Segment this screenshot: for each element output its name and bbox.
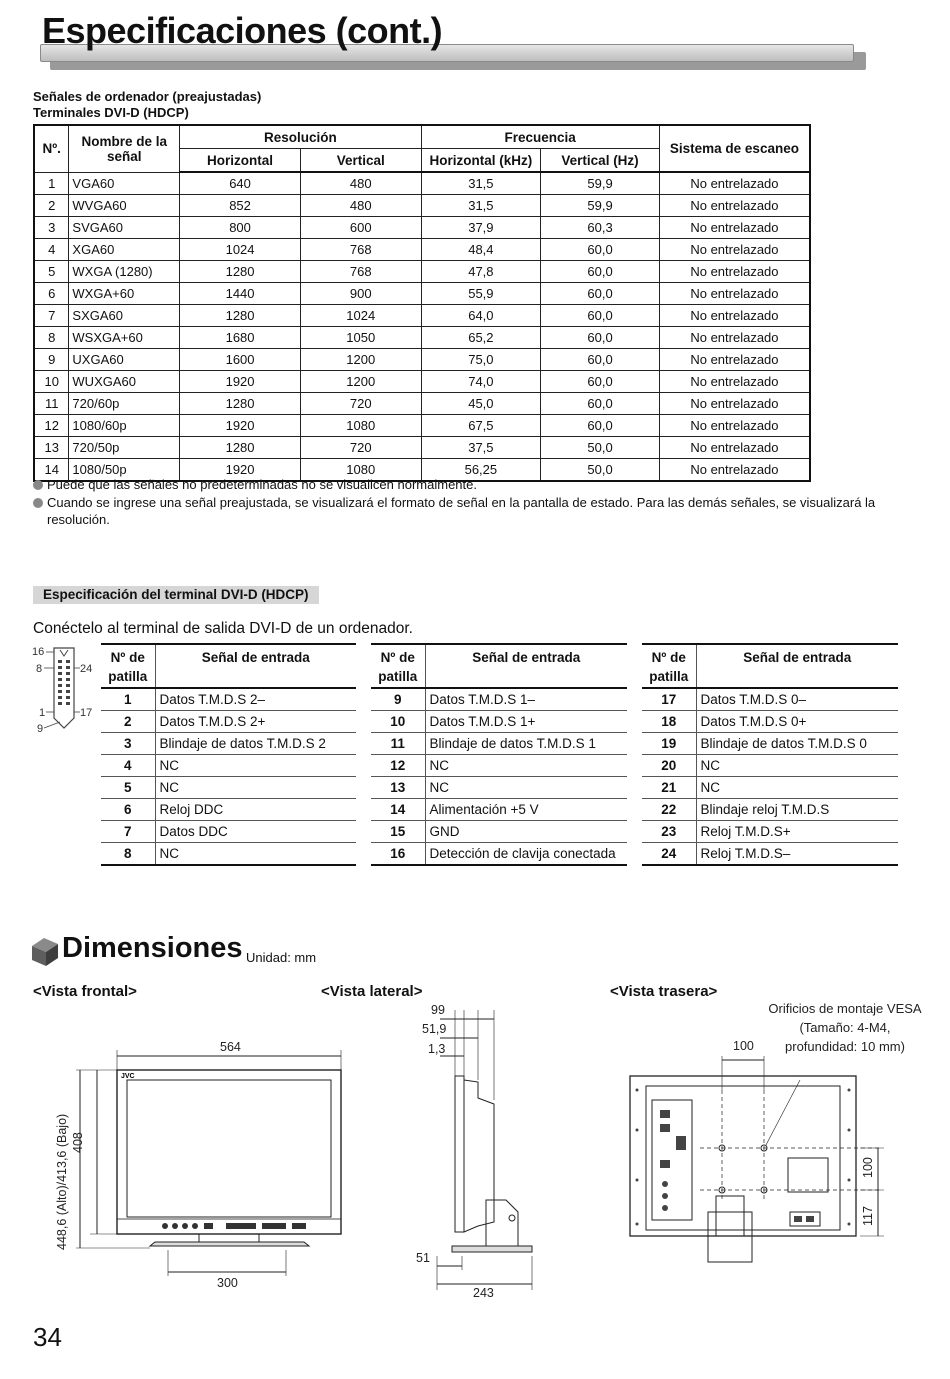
- rear-vesa-h-dim: 100: [733, 1039, 754, 1053]
- table-row: [34, 283, 810, 305]
- table-cell: 12: [34, 415, 69, 437]
- table-cell: 1280: [180, 305, 301, 327]
- table-row: [34, 327, 810, 349]
- table-cell: 31,5: [421, 172, 541, 195]
- table-cell: 7: [34, 305, 69, 327]
- pin-number: 6: [101, 799, 155, 821]
- pin-signal: Datos DDC: [155, 821, 356, 843]
- table-cell: 720/60p: [69, 393, 180, 415]
- col-header-res-h: Horizontal: [180, 149, 301, 173]
- col-header-no: Nº.: [34, 125, 69, 172]
- signals-subtitle: Señales de ordenador (preajustadas): [33, 89, 262, 104]
- front-view-label: <Vista frontal>: [33, 983, 137, 1000]
- col-header-freq-v: Vertical (Hz): [541, 149, 660, 173]
- pin-number: 22: [642, 799, 696, 821]
- signal-header: Señal de entrada: [155, 644, 356, 688]
- pin-number: 13: [371, 777, 425, 799]
- table-cell: 60,0: [541, 371, 660, 393]
- pin-header: Nº de patilla: [371, 644, 425, 688]
- table-row: [34, 239, 810, 261]
- pin-row: [371, 821, 627, 843]
- table-cell: 48,4: [421, 239, 541, 261]
- pin-signal: Blindaje de datos T.M.D.S 2: [155, 733, 356, 755]
- table-cell: 75,0: [421, 349, 541, 371]
- table-cell: 31,5: [421, 195, 541, 217]
- table-cell: 1440: [180, 283, 301, 305]
- connector-label-9: 9: [37, 723, 44, 735]
- col-header-resolution: Resolución: [180, 125, 421, 149]
- table-cell: WUXGA60: [69, 371, 180, 393]
- table-cell: 55,9: [421, 283, 541, 305]
- table-cell: 50,0: [541, 437, 660, 459]
- pin-row: [101, 755, 356, 777]
- pin-signal: Datos T.M.D.S 2–: [155, 688, 356, 711]
- rear-vesa-v-dim: 100: [861, 1157, 875, 1178]
- table-cell: 1680: [180, 327, 301, 349]
- table-cell: 4: [34, 239, 69, 261]
- table-cell: 1600: [180, 349, 301, 371]
- table-cell: 2: [34, 195, 69, 217]
- table-cell: No entrelazado: [659, 305, 810, 327]
- pin-number: 21: [642, 777, 696, 799]
- pin-row: [642, 821, 898, 843]
- pin-table-3: [642, 643, 898, 866]
- table-cell: No entrelazado: [659, 239, 810, 261]
- front-width-dim: 564: [220, 1040, 241, 1054]
- table-cell: 74,0: [421, 371, 541, 393]
- table-cell: 14: [34, 459, 69, 482]
- table-cell: No entrelazado: [659, 195, 810, 217]
- table-cell: 10: [34, 371, 69, 393]
- table-cell: WVGA60: [69, 195, 180, 217]
- side-dim-99: 99: [431, 1003, 445, 1017]
- table-cell: 56,25: [421, 459, 541, 482]
- table-cell: No entrelazado: [659, 172, 810, 195]
- page-number: 34: [33, 1322, 62, 1352]
- table-cell: 1080: [300, 415, 421, 437]
- table-cell: 13: [34, 437, 69, 459]
- pin-row: [371, 843, 627, 866]
- table-cell: WSXGA+60: [69, 327, 180, 349]
- table-cell: 60,0: [541, 261, 660, 283]
- pin-row: [642, 711, 898, 733]
- pin-header: Nº de patilla: [101, 644, 155, 688]
- signal-header: Señal de entrada: [425, 644, 627, 688]
- table-cell: 3: [34, 217, 69, 239]
- col-header-freq-h: Horizontal (kHz): [421, 149, 541, 173]
- table-cell: 37,9: [421, 217, 541, 239]
- pin-number: 9: [371, 688, 425, 711]
- table-cell: 60,0: [541, 305, 660, 327]
- note-2: Cuando se ingrese una señal preajustada, se visualizará el formato de señal en la pantalla de estado. Para las demás señales, se visualizará la resolución.: [33, 494, 893, 528]
- pin-number: 10: [371, 711, 425, 733]
- table-cell: 9: [34, 349, 69, 371]
- pin-table-2: [371, 643, 627, 866]
- brand-logo: JVC: [121, 1073, 135, 1080]
- pin-row: [101, 688, 356, 711]
- pin-number: 4: [101, 755, 155, 777]
- pin-number: 1: [101, 688, 155, 711]
- table-cell: 67,5: [421, 415, 541, 437]
- connector-pins: [58, 660, 70, 705]
- table-cell: 768: [300, 239, 421, 261]
- page-title: Especificaciones (cont.): [42, 10, 443, 51]
- table-cell: 1080: [300, 459, 421, 482]
- pin-signal: NC: [696, 755, 898, 777]
- pin-signal: Datos T.M.D.S 0+: [696, 711, 898, 733]
- pin-row: [101, 843, 356, 866]
- pin-signal: Alimentación +5 V: [425, 799, 627, 821]
- front-stand-dim: 300: [217, 1276, 238, 1290]
- table-cell: 1920: [180, 459, 301, 482]
- table-row: [34, 172, 810, 195]
- pin-signal: Datos T.M.D.S 2+: [155, 711, 356, 733]
- pin-signal: Reloj DDC: [155, 799, 356, 821]
- pin-number: 5: [101, 777, 155, 799]
- table-cell: 1280: [180, 393, 301, 415]
- table-cell: 60,0: [541, 349, 660, 371]
- pin-signal: Blindaje de datos T.M.D.S 1: [425, 733, 627, 755]
- table-cell: XGA60: [69, 239, 180, 261]
- table-cell: No entrelazado: [659, 261, 810, 283]
- rear-view-label: <Vista trasera>: [610, 983, 718, 1000]
- rear-bottom-dim: 117: [861, 1206, 875, 1226]
- pin-number: 19: [642, 733, 696, 755]
- table-cell: 1200: [300, 371, 421, 393]
- table-row: [34, 349, 810, 371]
- dimensions-title: Dimensiones: [62, 932, 243, 964]
- pin-signal: Reloj T.M.D.S+: [696, 821, 898, 843]
- pin-row: [642, 799, 898, 821]
- table-cell: 60,0: [541, 239, 660, 261]
- bullet-icon: [33, 480, 43, 490]
- connector-outline: [54, 648, 74, 728]
- table-cell: WXGA (1280): [69, 261, 180, 283]
- pin-number: 2: [101, 711, 155, 733]
- pin-signal: Datos T.M.D.S 0–: [696, 688, 898, 711]
- pin-row: [371, 755, 627, 777]
- table-cell: 37,5: [421, 437, 541, 459]
- table-cell: 640: [180, 172, 301, 195]
- pin-signal: NC: [155, 843, 356, 866]
- pin-row: [101, 733, 356, 755]
- note-1: Puede que las señales no predeterminadas no se visualicen normalmente.: [33, 476, 893, 493]
- table-cell: 720: [300, 393, 421, 415]
- table-cell: No entrelazado: [659, 393, 810, 415]
- table-cell: 1080/50p: [69, 459, 180, 482]
- side-dim-51-9: 51,9: [422, 1022, 447, 1036]
- pin-signal: Reloj T.M.D.S–: [696, 843, 898, 866]
- pin-number: 15: [371, 821, 425, 843]
- table-cell: 1200: [300, 349, 421, 371]
- pin-row: [642, 755, 898, 777]
- dvi-connect-text: Conéctelo al terminal de salida DVI-D de un ordenador.: [33, 620, 413, 637]
- table-cell: 1050: [300, 327, 421, 349]
- bullet-icon: [33, 498, 43, 508]
- pin-number: 3: [101, 733, 155, 755]
- pin-signal: GND: [425, 821, 627, 843]
- pin-signal: NC: [155, 777, 356, 799]
- table-row: [34, 393, 810, 415]
- table-cell: 1024: [180, 239, 301, 261]
- connector-label-17: 17: [80, 707, 93, 719]
- pin-number: 18: [642, 711, 696, 733]
- table-cell: UXGA60: [69, 349, 180, 371]
- table-cell: 60,0: [541, 415, 660, 437]
- table-cell: 480: [300, 172, 421, 195]
- connector-label-1: 1: [39, 707, 46, 719]
- pin-number: 17: [642, 688, 696, 711]
- table-cell: 900: [300, 283, 421, 305]
- table-cell: 50,0: [541, 459, 660, 482]
- pin-row: [642, 777, 898, 799]
- table-cell: WXGA+60: [69, 283, 180, 305]
- table-cell: 60,3: [541, 217, 660, 239]
- connector-label-8: 8: [36, 663, 43, 675]
- table-row: [34, 195, 810, 217]
- side-dim-51: 51: [416, 1251, 430, 1265]
- front-total-height-dim: 448,6 (Alto)/413,6 (Bajo): [55, 1113, 69, 1250]
- side-dim-1-3: 1,3: [428, 1042, 446, 1056]
- table-row: [34, 261, 810, 283]
- table-cell: 64,0: [421, 305, 541, 327]
- pin-signal: NC: [155, 755, 356, 777]
- col-header-name: Nombre de la señal: [69, 125, 180, 172]
- table-cell: No entrelazado: [659, 283, 810, 305]
- table-cell: 768: [300, 261, 421, 283]
- table-cell: No entrelazado: [659, 459, 810, 482]
- table-cell: 45,0: [421, 393, 541, 415]
- dimensions-unit: Unidad: mm: [246, 950, 317, 965]
- table-cell: 1080/60p: [69, 415, 180, 437]
- signals-table: [33, 124, 811, 482]
- pin-number: 8: [101, 843, 155, 866]
- pin-signal: Blindaje de datos T.M.D.S 0: [696, 733, 898, 755]
- table-cell: 480: [300, 195, 421, 217]
- table-cell: 800: [180, 217, 301, 239]
- table-cell: 59,9: [541, 172, 660, 195]
- pin-row: [642, 843, 898, 866]
- dvi-connector-diagram: [30, 644, 96, 736]
- table-cell: 1024: [300, 305, 421, 327]
- side-view-label: <Vista lateral>: [321, 983, 423, 1000]
- pin-signal: NC: [425, 755, 627, 777]
- table-cell: 8: [34, 327, 69, 349]
- table-cell: 600: [300, 217, 421, 239]
- vesa-note: Orificios de montaje VESA (Tamaño: 4-M4, profundidad: 10 mm): [768, 1001, 922, 1054]
- pin-signal: Datos T.M.D.S 1+: [425, 711, 627, 733]
- table-cell: 1280: [180, 261, 301, 283]
- pin-signal: NC: [696, 777, 898, 799]
- pin-signal: NC: [425, 777, 627, 799]
- table-cell: SXGA60: [69, 305, 180, 327]
- table-cell: 65,2: [421, 327, 541, 349]
- table-cell: No entrelazado: [659, 217, 810, 239]
- table-cell: VGA60: [69, 172, 180, 195]
- front-screen-height-dim: 408: [71, 1132, 85, 1153]
- col-header-frequency: Frecuencia: [421, 125, 659, 149]
- pin-row: [371, 688, 627, 711]
- pin-number: 11: [371, 733, 425, 755]
- pin-row: [371, 733, 627, 755]
- pin-row: [101, 821, 356, 843]
- pin-number: 12: [371, 755, 425, 777]
- pin-signal: Datos T.M.D.S 1–: [425, 688, 627, 711]
- table-cell: No entrelazado: [659, 437, 810, 459]
- table-cell: 59,9: [541, 195, 660, 217]
- table-cell: No entrelazado: [659, 327, 810, 349]
- table-row: [34, 371, 810, 393]
- connector-label-16: 16: [32, 646, 45, 658]
- pin-row: [371, 777, 627, 799]
- table-cell: 11: [34, 393, 69, 415]
- dvi-section-label: Especificación del terminal DVI-D (HDCP): [33, 586, 319, 604]
- table-cell: 60,0: [541, 283, 660, 305]
- pin-row: [642, 688, 898, 711]
- table-cell: 47,8: [421, 261, 541, 283]
- pin-header: Nº de patilla: [642, 644, 696, 688]
- pin-number: 24: [642, 843, 696, 866]
- connector-label-24: 24: [80, 663, 93, 675]
- pin-row: [371, 711, 627, 733]
- table-cell: 60,0: [541, 327, 660, 349]
- table-cell: 852: [180, 195, 301, 217]
- pin-table-1: [101, 643, 356, 866]
- pin-number: 23: [642, 821, 696, 843]
- table-cell: 720/50p: [69, 437, 180, 459]
- pin-row: [642, 733, 898, 755]
- table-cell: 720: [300, 437, 421, 459]
- table-row: [34, 437, 810, 459]
- side-dim-243: 243: [473, 1286, 494, 1300]
- pin-signal: Detección de clavija conectada: [425, 843, 627, 866]
- table-row: [34, 305, 810, 327]
- table-cell: 6: [34, 283, 69, 305]
- pin-row: [101, 711, 356, 733]
- col-header-res-v: Vertical: [300, 149, 421, 173]
- table-cell: No entrelazado: [659, 349, 810, 371]
- table-row: [34, 217, 810, 239]
- signal-header: Señal de entrada: [696, 644, 898, 688]
- pin-row: [101, 777, 356, 799]
- pin-row: [371, 799, 627, 821]
- pin-number: 14: [371, 799, 425, 821]
- table-cell: 1280: [180, 437, 301, 459]
- table-cell: SVGA60: [69, 217, 180, 239]
- table-cell: 1920: [180, 371, 301, 393]
- table-cell: 5: [34, 261, 69, 283]
- table-cell: 1920: [180, 415, 301, 437]
- col-header-scan: Sistema de escaneo: [659, 125, 810, 172]
- table-cell: No entrelazado: [659, 371, 810, 393]
- table-row: [34, 415, 810, 437]
- pin-row: [101, 799, 356, 821]
- pin-signal: Blindaje reloj T.M.D.S: [696, 799, 898, 821]
- signals-table-body: [34, 172, 810, 481]
- pin-number: 16: [371, 843, 425, 866]
- pin-number: 7: [101, 821, 155, 843]
- table-cell: 1: [34, 172, 69, 195]
- signals-terminal-subtitle: Terminales DVI-D (HDCP): [33, 105, 189, 120]
- table-cell: No entrelazado: [659, 415, 810, 437]
- table-cell: 60,0: [541, 393, 660, 415]
- pin-number: 20: [642, 755, 696, 777]
